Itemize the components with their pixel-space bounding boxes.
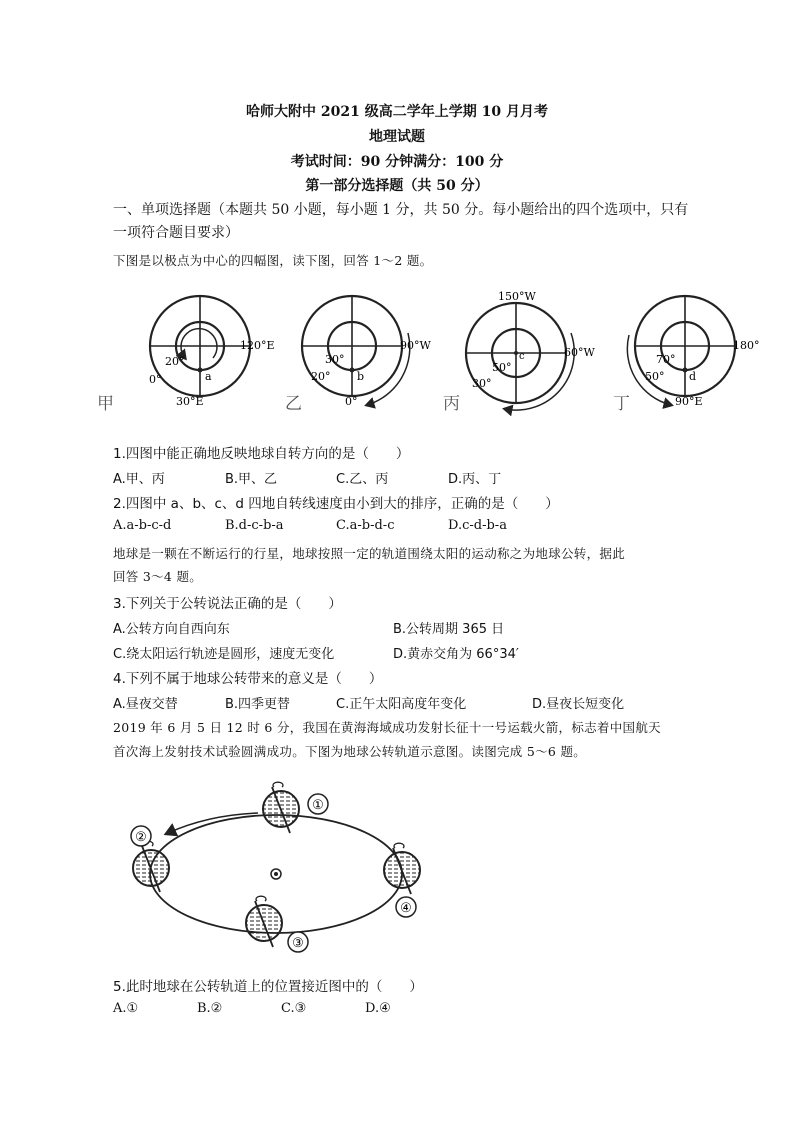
q4-option-a[interactable]: A.昼夜交替 [113, 697, 178, 712]
position-label-2: ② [135, 830, 147, 845]
ding-right-label: 180° [733, 339, 760, 352]
figure-polar-diagrams [97, 283, 795, 418]
q3-option-c[interactable]: C.绕太阳运行轨迹是圆形，速度无变化 [113, 647, 335, 662]
ding-inner-lat: 70° [656, 353, 676, 366]
q5-option-b[interactable]: B.② [197, 1001, 223, 1016]
earth-position-1 [263, 782, 328, 833]
point-c [514, 351, 518, 355]
jia-bottom-label: 30°E [176, 395, 204, 408]
position-label-4: ④ [400, 901, 412, 916]
jia-inner-lat: 20° [165, 355, 185, 368]
q3-option-b[interactable]: B.公转周期 365 日 [393, 622, 505, 637]
earth-position-2 [131, 826, 169, 892]
subject-title: 地理试题 [369, 129, 425, 145]
position-label-3: ③ [292, 936, 304, 951]
q5-option-c[interactable]: C.③ [281, 1001, 307, 1016]
panel-bing [443, 290, 595, 414]
q2-option-c[interactable]: C.a-b-d-c [336, 518, 395, 533]
section-heading-line2: 一项符合题目要求） [113, 225, 239, 241]
panel-yi [285, 296, 431, 414]
intro-q3-4-line2: 回答 3～4 题。 [113, 569, 203, 584]
yi-bottom-label: 0° [345, 395, 358, 408]
intro-q5-6-line1: 2019 年 6 月 5 日 12 时 6 分，我国在黄海海域成功发射长征十一号运载火箭，标志着中国航天 [113, 720, 661, 735]
earth-position-3 [246, 896, 308, 952]
ding-point-label: d [689, 370, 697, 383]
q2-option-d[interactable]: D.c-d-b-a [448, 518, 507, 533]
q1-option-d[interactable]: D.丙、丁 [448, 472, 502, 487]
jia-point-label: a [205, 370, 212, 383]
point-d [683, 368, 688, 373]
bing-outer-lat: 30° [472, 377, 492, 390]
jia-outer-lat: 0° [149, 373, 162, 386]
ding-bottom-label: 90°E [675, 395, 703, 408]
yi-inner-lat: 30° [325, 353, 345, 366]
q1-option-b[interactable]: B.甲、乙 [225, 472, 278, 487]
q5-option-d[interactable]: D.④ [365, 1001, 391, 1016]
q5-stem: 5.此时地球在公转轨道上的位置接近图中的（ ） [113, 979, 423, 995]
point-b [350, 368, 355, 373]
earth-position-4 [384, 843, 420, 917]
q4-option-d[interactable]: D.昼夜长短变化 [532, 697, 625, 712]
bing-name: 丙 [443, 394, 460, 414]
ding-name: 丁 [613, 394, 630, 414]
q1-option-c[interactable]: C.乙、丙 [336, 472, 389, 487]
sun-icon [271, 869, 281, 879]
jia-right-label: 120°E [240, 339, 275, 352]
panel-jia [97, 296, 275, 414]
q1-stem: 1.四图中能正确地反映地球自转方向的是（ ） [113, 446, 410, 462]
q3-stem: 3.下列关于公转说法正确的是（ ） [113, 596, 342, 612]
q5-option-a[interactable]: A.① [113, 1001, 139, 1016]
jia-name: 甲 [97, 394, 114, 414]
exam-info: 考试时间：90 分钟满分：100 分 [290, 154, 504, 170]
q3-option-a[interactable]: A.公转方向自西向东 [113, 622, 230, 637]
intro-q5-6-line2: 首次海上发射技术试验圆满成功。下图为地球公转轨道示意图。读图完成 5～6 题。 [113, 744, 587, 759]
q3-option-d[interactable]: D.黄赤交角为 66°34′ [393, 647, 519, 662]
figure-earth-orbit [118, 775, 438, 965]
q4-option-c[interactable]: C.正午太阳高度年变化 [336, 697, 467, 712]
yi-name: 乙 [285, 394, 302, 414]
q2-option-b[interactable]: B.d-c-b-a [225, 518, 284, 533]
intro-q3-4-line1: 地球是一颗在不断运行的行星，地球按照一定的轨道围绕太阳的运动称之为地球公转，据此 [113, 546, 626, 561]
q2-option-a[interactable]: A.a-b-c-d [113, 518, 172, 533]
panel-ding [613, 296, 760, 414]
yi-outer-lat: 20° [311, 370, 331, 383]
exam-title: 哈师大附中 2021 级高二学年上学期 10 月月考 [246, 104, 548, 120]
bing-inner-lat: 50° [492, 361, 512, 374]
bing-right-label: 60°W [564, 346, 595, 359]
q1-option-a[interactable]: A.甲、丙 [113, 472, 165, 487]
q4-stem: 4.下列不属于地球公转带来的意义是（ ） [113, 671, 383, 687]
part-title: 第一部分选择题（共 50 分） [305, 178, 489, 194]
ding-outer-lat: 50° [645, 370, 665, 383]
position-label-1: ① [312, 798, 324, 813]
bing-top-label: 150°W [498, 290, 536, 303]
intro-q1-2: 下图是以极点为中心的四幅图，读下图，回答 1～2 题。 [113, 253, 433, 268]
q2-stem: 2.四图中 a、b、c、d 四地自转线速度由小到大的排序，正确的是（ ） [113, 496, 559, 512]
yi-point-label: b [357, 370, 365, 383]
point-a [198, 368, 203, 373]
section-heading-line1: 一、单项选择题（本题共 50 小题，每小题 1 分，共 50 分。每小题给出的四个选项中，只有 [113, 202, 689, 218]
q4-option-b[interactable]: B.四季更替 [225, 697, 291, 712]
bing-point-label: c [519, 351, 525, 362]
yi-right-label: 90°W [400, 339, 431, 352]
